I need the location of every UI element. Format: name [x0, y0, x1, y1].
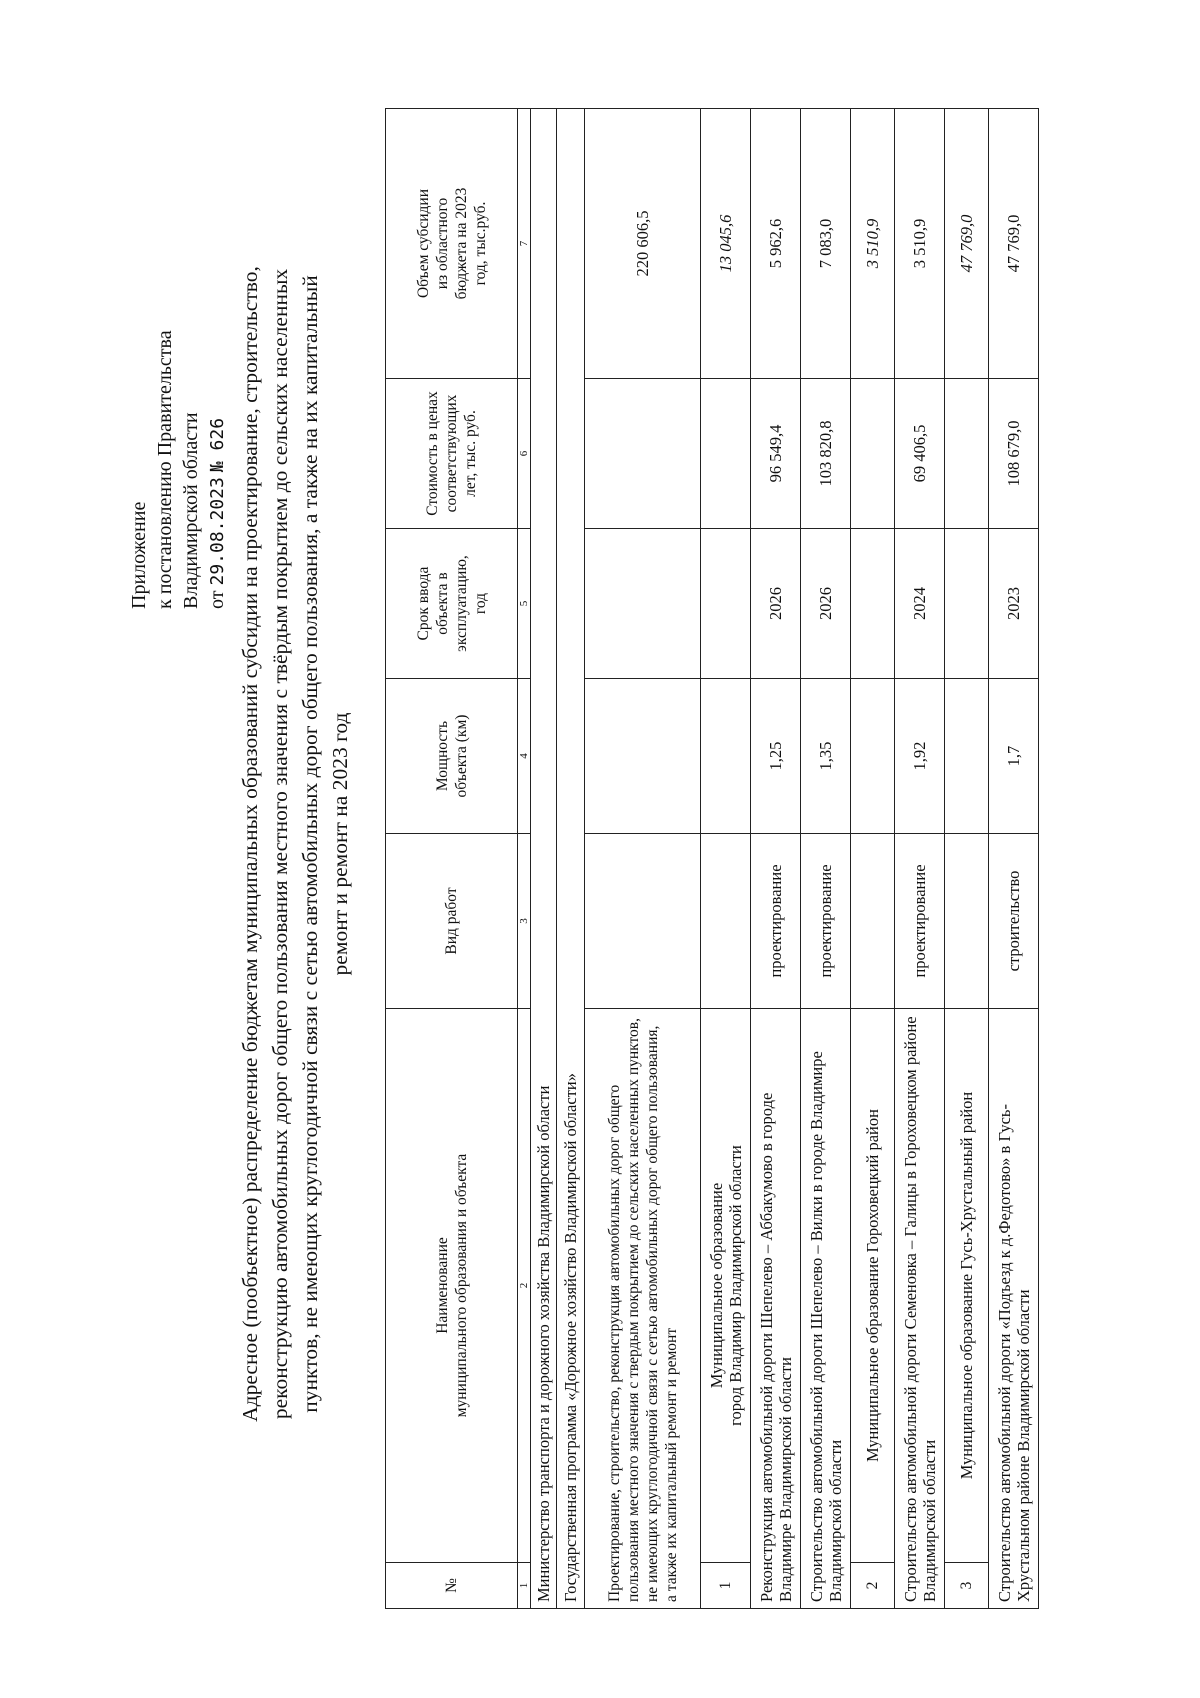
- group-name: Муниципальное образование Гусь-Хрустальный район: [945, 1009, 989, 1563]
- group-cost: [851, 379, 895, 529]
- group-number: 2: [851, 1563, 895, 1609]
- object-subsidy: 3 510,9: [895, 109, 945, 379]
- appendix-line-3: Владимирской области: [180, 412, 202, 609]
- object-cost: 108 679,0: [989, 379, 1039, 529]
- col-number: 2: [518, 1009, 531, 1563]
- appendix-line-1: Приложение: [128, 501, 150, 609]
- title-line-2: реконструкцию автомобильных дорог общего пользования местного значения с твёрдым покрытием до сельских населенных: [268, 268, 292, 1420]
- header-term-line-3: эксплуатацию,: [452, 555, 470, 652]
- object-name: Строительство автомобильной дороги Шепелево – Вилки в городе Владимире Владимирской области: [801, 1009, 851, 1609]
- purpose-text: Проектирование, строительство, реконструкция автомобильных дорог общего пользования местного значения с твердым покрытием до сельских населенных пунктов, не имеющих круглогодичной связи с сетью автомобильных дорог общего пользования, а также их капитальный ремонт и ремонт: [585, 1009, 701, 1609]
- group-cost: [945, 379, 989, 529]
- appendix-date: 29.08.2023: [207, 477, 228, 586]
- object-capacity: 1,35: [801, 679, 851, 834]
- object-capacity: 1,25: [751, 679, 801, 834]
- object-row: [801, 109, 851, 1609]
- object-term: 2026: [751, 529, 801, 679]
- header-no: №: [386, 1563, 518, 1609]
- group-term: [701, 529, 751, 679]
- group-work: [945, 834, 989, 1009]
- object-row: [895, 109, 945, 1609]
- header-subsidy-line-1: Объем субсидии: [414, 188, 432, 299]
- object-work: проектирование: [751, 834, 801, 1009]
- group-capacity: [701, 679, 751, 834]
- group-row: [945, 109, 989, 1609]
- header-cost-line-1: Стоимость в ценах: [424, 391, 441, 516]
- purpose-term: [585, 529, 701, 679]
- purpose-cost: [585, 379, 701, 529]
- object-capacity: 1,7: [989, 679, 1039, 834]
- ministry-name: Министерство транспорта и дорожного хозяйства Владимирской области: [531, 109, 557, 1609]
- group-work: [851, 834, 895, 1009]
- header-name-line-2: муниципального образования и объекта: [452, 1153, 470, 1418]
- object-capacity: 1,92: [895, 679, 945, 834]
- appendix-line-2: к постановлению Правительства: [154, 330, 176, 609]
- ministry-row: [531, 109, 557, 1609]
- col-number: 5: [518, 529, 531, 679]
- object-cost: 96 549,4: [751, 379, 801, 529]
- title-line-3: пунктов, не имеющих круглогодичной связи с сетью автомобильных дорог общего пользования, а также на их капитальный: [298, 275, 322, 1413]
- appendix-block: [126, 330, 231, 609]
- group-cost: [701, 379, 751, 529]
- group-row: [701, 109, 751, 1609]
- object-name: Реконструкция автомобильной дороги Шепелево – Аббакумово в городе Владимире Владимирской области: [751, 1009, 801, 1609]
- column-number-row: [518, 109, 531, 1609]
- col-number: 6: [518, 379, 531, 529]
- col-number: 3: [518, 834, 531, 1009]
- appendix-number: № 626: [207, 417, 228, 473]
- col-number: 4: [518, 679, 531, 834]
- header-term-line-4: год: [471, 592, 489, 615]
- group-work: [701, 834, 751, 1009]
- object-work: проектирование: [895, 834, 945, 1009]
- header-subsidy-line-4: год, тыс.руб.: [471, 201, 489, 286]
- header-term-line-2: объекта в: [433, 572, 451, 635]
- object-term: 2026: [801, 529, 851, 679]
- header-subsidy-line-3: бюджета на 2023: [452, 187, 470, 300]
- group-subsidy: 47 769,0: [945, 109, 989, 379]
- header-cost: [386, 379, 518, 529]
- group-row: [851, 109, 895, 1609]
- object-subsidy: 5 962,6: [751, 109, 801, 379]
- group-name: Муниципальное образование Гороховецкий район: [851, 1009, 895, 1563]
- object-subsidy: 47 769,0: [989, 109, 1039, 379]
- group-subsidy: 13 045,6: [701, 109, 751, 379]
- group-capacity: [945, 679, 989, 834]
- header-cost-line-3: лет, тыс. руб.: [462, 410, 479, 497]
- purpose-row: [585, 109, 701, 1609]
- header-subsidy-line-2: из областного: [433, 197, 451, 290]
- object-cost: 69 406,5: [895, 379, 945, 529]
- group-number: 3: [945, 1563, 989, 1609]
- object-term: 2024: [895, 529, 945, 679]
- object-name: Строительство автомобильной дороги Семеновка – Галицы в Гороховецком районе Владимирской области: [895, 1009, 945, 1609]
- title-line-4: ремонт и ремонт на 2023 год: [328, 712, 352, 976]
- program-row: [557, 109, 585, 1609]
- purpose-work: [585, 834, 701, 1009]
- group-name-line-2: город Владимир Владимирской области: [725, 1145, 745, 1426]
- group-name: [701, 1009, 751, 1563]
- object-work: строительство: [989, 834, 1039, 1009]
- group-term: [945, 529, 989, 679]
- object-row: [989, 109, 1039, 1609]
- header-capacity-line-2: объекта (км): [452, 714, 470, 798]
- header-capacity-line-1: Мощность: [433, 720, 451, 792]
- object-name: Строительство автомобильной дороги «Подъезд к д.Федотово» в Гусь-Хрустальном районе Владимирской области: [989, 1009, 1039, 1609]
- group-name-line-1: Муниципальное образование: [706, 1182, 726, 1389]
- purpose-subsidy: 220 606,5: [585, 109, 701, 379]
- group-term: [851, 529, 895, 679]
- col-number: 7: [518, 109, 531, 379]
- document-title: [235, 119, 355, 1569]
- appendix-line-4: [204, 330, 231, 609]
- object-cost: 103 820,8: [801, 379, 851, 529]
- subsidy-table: [385, 108, 1039, 1609]
- header-subsidy: [386, 109, 518, 379]
- program-name: Государственная программа «Дорожное хозяйство Владимирской области»: [557, 109, 585, 1609]
- purpose-capacity: [585, 679, 701, 834]
- header-term-line-1: Срок ввода: [414, 566, 432, 641]
- appendix-date-prefix: от: [206, 590, 228, 609]
- group-number: 1: [701, 1563, 751, 1609]
- object-work: проектирование: [801, 834, 851, 1009]
- object-subsidy: 7 083,0: [801, 109, 851, 379]
- rotated-document-page: [30, 49, 1170, 1649]
- header-name-line-1: Наименование: [433, 1237, 451, 1334]
- header-term: [386, 529, 518, 679]
- title-line-1: Адресное (пообъектное) распределение бюджетам муниципальных образований субсидии на проектирование, строительство,: [238, 266, 262, 1422]
- header-cost-line-2: соответствующих: [443, 394, 460, 513]
- header-row: [386, 109, 518, 1609]
- group-subsidy: 3 510,9: [851, 109, 895, 379]
- header-capacity: [386, 679, 518, 834]
- header-name: [386, 1009, 518, 1563]
- object-term: 2023: [989, 529, 1039, 679]
- header-work: Вид работ: [386, 834, 518, 1009]
- group-capacity: [851, 679, 895, 834]
- object-row: [751, 109, 801, 1609]
- col-number: 1: [518, 1563, 531, 1609]
